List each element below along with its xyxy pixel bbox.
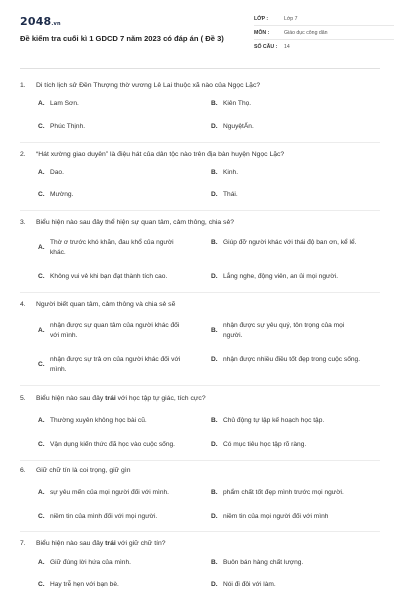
option-c[interactable]: C. Hay trễ hẹn với bạn bè. [38, 581, 119, 588]
meta-value: Lớp 7 [284, 15, 298, 22]
question-number: 4. [20, 301, 26, 308]
option-c[interactable]: C. Vận dụng kiến thức đã học vào cuộc sống. [38, 441, 176, 448]
question-separator [20, 142, 380, 143]
question-number: 7. [20, 540, 26, 547]
question-number: 3. [20, 219, 26, 226]
meta-value: Giáo dục công dân [284, 29, 328, 36]
option-c[interactable]: C. Phúc Thịnh. [38, 123, 86, 130]
question-number: 1. [20, 82, 26, 89]
document-title: Đề kiểm tra cuối kì 1 GDCD 7 năm 2023 có đáp án ( Đề 3) [20, 34, 224, 43]
question-text: Biểu hiện nào sau đây trái với học tập tự giác, tích cực? [36, 395, 206, 402]
option-c[interactable]: C. nhận được sự trả ơn của người khác đối với mình. [38, 356, 181, 373]
option-d[interactable]: D. nhận được nhiều điều tốt đẹp trong cuộc sống. [211, 356, 361, 363]
option-d[interactable]: D. NguyệtẤn. [211, 123, 254, 130]
meta-label: LỚP : [254, 15, 269, 22]
option-a[interactable]: A. Thờ ơ trước khó khăn, đau khổ của người khác. [38, 239, 174, 256]
question-text: “Hát xường giao duyên” là điệu hát của dân tộc nào trên địa bàn huyện Ngọc Lặc? [36, 151, 285, 158]
meta-label: SỐ CÂU : [254, 44, 278, 50]
meta-label: MÔN : [254, 29, 270, 36]
question-2 [20, 151, 382, 158]
question-separator [20, 460, 380, 461]
option-a[interactable]: A. Dao. [38, 169, 64, 176]
meta-value: 14 [284, 44, 290, 50]
option-d[interactable]: D. Có mục tiêu học tập rõ ràng. [211, 441, 307, 448]
option-b[interactable]: B. phẩm chất tốt đẹp mình trước mọi người. [211, 489, 344, 496]
option-a[interactable]: A. Lam Sơn. [38, 100, 79, 107]
option-c[interactable]: C. Mường. [38, 191, 74, 198]
question-4 [20, 301, 382, 308]
header-divider [20, 68, 380, 69]
option-c[interactable]: C. niềm tin của mình đối với mọi người. [38, 513, 158, 520]
option-b[interactable]: B. Chủ động tự lập kế hoạch học tập. [211, 417, 325, 424]
question-text: Người biết quan tâm, cảm thông và chia sẻ sẽ [36, 301, 176, 308]
question-text: Di tích lịch sử Đền Thượng thờ vương Lê Lai thuộc xã nào của Ngọc Lặc? [36, 82, 261, 89]
question-text: Biểu hiện nào sau đây trái với giữ chữ tín? [36, 540, 166, 547]
option-d[interactable]: D. niềm tin của mọi người đối với mình [211, 513, 329, 520]
option-a[interactable]: A. Giữ đúng lời hứa của mình. [38, 559, 131, 566]
question-7 [20, 540, 382, 547]
option-d[interactable]: D. Thái. [211, 191, 238, 198]
question-separator [20, 210, 380, 211]
option-b[interactable]: B. Giúp đỡ người khác với thái độ ban ơn, kể lể. [211, 239, 357, 246]
question-number: 2. [20, 151, 26, 158]
option-d[interactable]: D. Nói đi đôi với làm. [211, 581, 276, 588]
question-6 [20, 467, 382, 474]
option-d[interactable]: D. Lắng nghe, động viên, an ủi mọi người. [211, 273, 339, 280]
meta-row-count [254, 40, 394, 54]
option-b[interactable]: B. nhận được sự yêu quý, tôn trọng của mọi người. [211, 322, 345, 339]
question-number: 6. [20, 467, 26, 474]
question-1 [20, 82, 382, 89]
option-b[interactable]: B. Kiên Thọ. [211, 100, 252, 107]
meta-info [254, 12, 394, 54]
question-5 [20, 395, 382, 402]
page-header [0, 0, 400, 72]
option-b[interactable]: B. Buôn bán hàng chất lượng. [211, 559, 304, 566]
meta-row-subject [254, 26, 394, 40]
option-b[interactable]: B. Kinh. [211, 169, 239, 176]
question-number: 5. [20, 395, 26, 402]
site-logo[interactable]: 2048.vn [20, 15, 61, 28]
question-text: Biểu hiện nào sau đây thể hiện sự quan tâm, cảm thông, chia sẻ? [36, 219, 235, 226]
question-3 [20, 219, 382, 226]
question-separator [20, 292, 380, 293]
option-a[interactable]: A. sự yêu mến của mọi người đối với mình. [38, 489, 169, 496]
question-text: Giữ chữ tín là coi trọng, giữ gìn [36, 467, 131, 474]
question-separator [20, 531, 380, 532]
option-a[interactable]: A. Thường xuyên không học bài cũ. [38, 417, 147, 424]
option-a[interactable]: A. nhận được sự quan tâm của người khác đối với mình. [38, 322, 180, 339]
meta-row-class [254, 12, 394, 26]
question-separator [20, 385, 380, 386]
option-c[interactable]: C. Không vui vẻ khi bạn đạt thành tích cao. [38, 273, 168, 280]
